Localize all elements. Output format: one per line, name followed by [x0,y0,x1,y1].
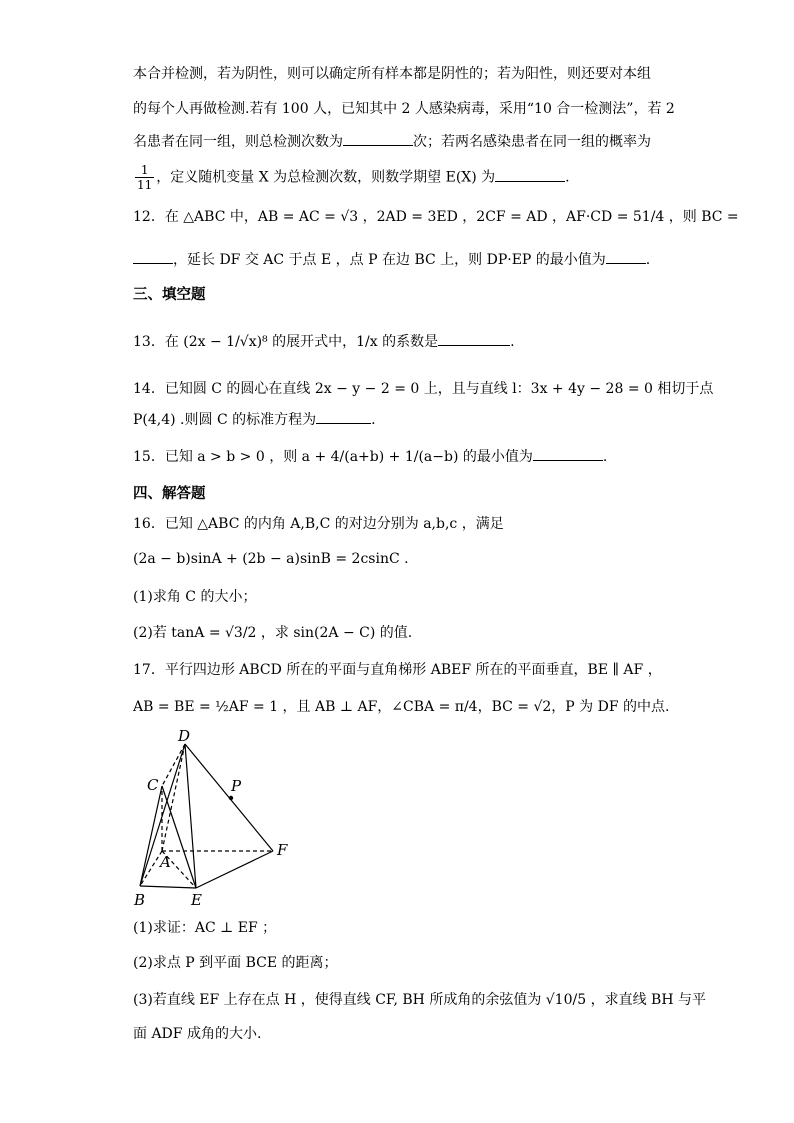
section-heading-fill-blank: 三、填空题 [133,287,206,303]
p16-line-1: 16．已知 △ABC 的内角 A,B,C 的对边分别为 a,b,c ，满足 [133,516,504,532]
p11-line-3: 名患者在同一组，则总检测次数为 次；若两名感染患者在同一组的概率为 [133,131,651,152]
edge-EF [196,851,273,888]
edge-DE [185,744,196,888]
answer-blank[interactable] [533,446,603,461]
edge-CB [140,786,162,886]
p17-line-1: 17．平行四边形 ABCD 所在的平面与直角梯形 ABEF 所在的平面垂直，BE ∥ AF ， [133,662,662,678]
section-heading-answer: 四、解答题 [133,486,206,502]
answer-blank[interactable] [316,409,371,424]
p14-line-2: P(4,4) .则圆 C 的标准方程为 . [133,409,376,430]
answer-blank[interactable] [133,249,173,264]
label-C: C [147,776,159,794]
answer-blank[interactable] [343,131,413,146]
answer-blank[interactable] [495,167,565,182]
fraction-1-11: $\frac{1}{11}$ [137,163,153,192]
p17-line-2: AB = BE = ½AF = 1 ，且 AB ⊥ AF，∠CBA = π/4，BC = √2，P 为 DF 的中点. [133,699,670,715]
p14-line-1: 14．已知圆 C 的圆心在直线 2x − y − 2 = 0 上，且与直线 l：3x + 4y − 28 = 0 相切于点 [133,381,714,397]
p17-question-3-cont: 面 ADF 成角的大小. [133,1026,262,1042]
p17-question-2: (2)求点 P 到平面 BCE 的距离； [133,955,338,971]
answer-blank[interactable] [606,249,646,264]
label-D: D [178,727,191,745]
p16-line-2: (2a − b)sinA + (2b − a)sinB = 2csinC . [133,551,409,567]
edge-CE [162,786,196,888]
p11-line-1: 本合并检测，若为阴性，则可以确定所有样本都是阴性的；若为阳性，则还要对本组 [133,66,651,82]
answer-blank[interactable] [438,331,510,346]
label-A: A [160,853,171,871]
label-E: E [191,891,202,909]
p16-question-1: (1)求角 C 的大小； [133,589,257,605]
label-B: B [134,891,146,909]
p17-question-3: (3)若直线 EF 上存在点 H ，使得直线 CF, BH 所成角的余弦值为 √10/5 ，求直线 BH 与平 [133,992,706,1008]
p17-question-1: (1)求证：AC ⊥ EF ； [133,920,277,936]
p11-line-4: $\frac{1}{11}$ ，定义随机变量 X 为总检测次数，则数学期望 E(X) 为 . [137,163,570,192]
point-P [229,796,233,800]
label-F: F [277,841,288,859]
p12-line-1: 12．在 △ABC 中，AB = AC = √3 ，2AD = 3ED ，2CF = AD ，AF·CD = 51/4 ，则 BC = [133,209,739,225]
p12-line-2: ，延长 DF 交 AC 于点 E ，点 P 在边 BC 上，则 DP·EP 的最小值为 . [133,249,650,270]
p13-line: 13．在 (2x − 1/√x)⁸ 的展开式中，1/x 的系数是 . [133,331,515,352]
label-P: P [231,777,242,795]
geometry-figure [128,724,308,914]
edge-BE [140,886,196,888]
p11-line-2: 的每个人再做检测.若有 100 人，已知其中 2 人感染病毒，采用“10 合一检测法”，若 2 [133,101,675,117]
p15-line: 15．已知 a > b > 0 ，则 a + 4/(a+b) + 1/(a−b) 的最小值为 . [133,446,607,467]
p16-question-2: (2)若 tanA = √3/2 ，求 sin(2A − C) 的值. [133,625,413,641]
